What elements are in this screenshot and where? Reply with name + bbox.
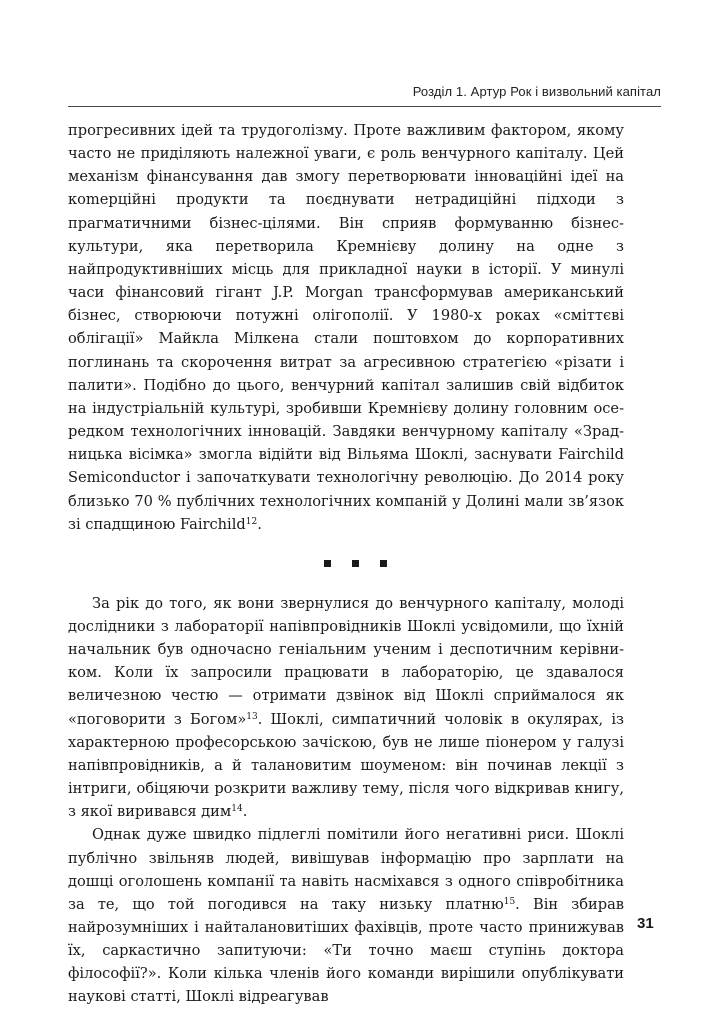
paragraph-tail: . (257, 515, 262, 533)
paragraph-text: Однак дуже швидко підлеглі помітили його негативні риси. Шоклі публічно звільняв людей, вивішував інформацію про зарплати на дошці оголошень компанії та навіть насміхався з одного співробітника за те, що той погодився на таку низьку платню (68, 826, 624, 913)
footnote-ref-13[interactable]: 13 (246, 711, 258, 722)
body-text (68, 119, 624, 1009)
footnote-ref-12[interactable]: 12 (245, 516, 258, 527)
paragraph-text: За рік до того, як вони звернулися до венчурного капіталу, молоді дослідники з лабораторії напівпровідників Шоклі усвідомили, що їхній начальник був одночасно геніальним ученим і деспотичним керівником. Коли їх запросили працювати в лабораторію, це здавалося величезною честю — отримати дзвінок від Шоклі сприймалося як «поговорити з Богом» (68, 594, 624, 728)
paragraph-text: . Шоклі, симпатичний чоловік в окулярах, із характерною професорською зачіскою, був не лише піонером у галузі напівпровідників, а й талановитим шоуменом: він починав лекції з інтриги, обіцяючи розкрити важливу тему, після чого відкривав книгу, з якої виривався дим (68, 710, 624, 821)
running-head: Розділ 1. Артур Рок і визвольний капітал (412, 84, 661, 99)
ornament-square (324, 560, 331, 567)
paragraph (68, 119, 624, 536)
ornament-square (352, 560, 359, 567)
footnote-ref-15[interactable]: 15 (503, 896, 516, 907)
footnote-ref-14[interactable]: 14 (231, 804, 243, 815)
page-number: 31 (637, 915, 654, 932)
paragraph (68, 592, 624, 824)
ornament-square (380, 560, 387, 567)
paragraph (68, 823, 624, 1008)
section-break-ornament (86, 536, 624, 592)
paragraph-text: прогресивних ідей та трудоголізму. Проте важливим фактором, якому часто не приділяють належної уваги, є роль венчурного капіталу. Цей механізм фінансування дав змогу перетворювати інноваційні ідеї на коmерційні продукти та поєднувати нетрадиційні підходи з прагматичними бізнес-цілями. Він сприяв формуванню бізнес-культури, яка перетворила Кремнієву долину на одне з найпродуктивніших місць для прикладної науки в історії. У минулі часи фінансовий гігант J.P. Morgan трансформував американський бізнес, створюючи потужні олігополії. У 1980-х роках «сміттєві облігації» Майкла Мілкена стали поштовхом до корпоративних поглинань та скорочення витрат за агресивною стратегією «різати і палити». Подібно до цього, венчурний капітал залишив свій відбиток на індустріальній культурі, зробивши Кремнієву долину головним осередком технологічних інновацій. Завдяки венчурному капіталу «Зрадницька вісімка» змогла відійти від Вільяма Шоклі, заснувати Fairchild Semiconductor і започаткувати технологічну революцію. До 2014 року близько 70 % публічних технологічних компаній у Долині мали зв’язок зі спадщиною Fairchild (68, 122, 624, 533)
header-rule (68, 106, 661, 107)
paragraph-tail: . (242, 803, 248, 821)
paragraph-text: . Він збирав найрозумніших і найталановитіших фахівців, проте часто принижував їх, саркастично запитуючи: «Ти точно маєш ступінь доктора філософії?». Коли кілька членів його команди вирішили опублікувати наукові статті, Шоклі відреагував (68, 895, 624, 1006)
